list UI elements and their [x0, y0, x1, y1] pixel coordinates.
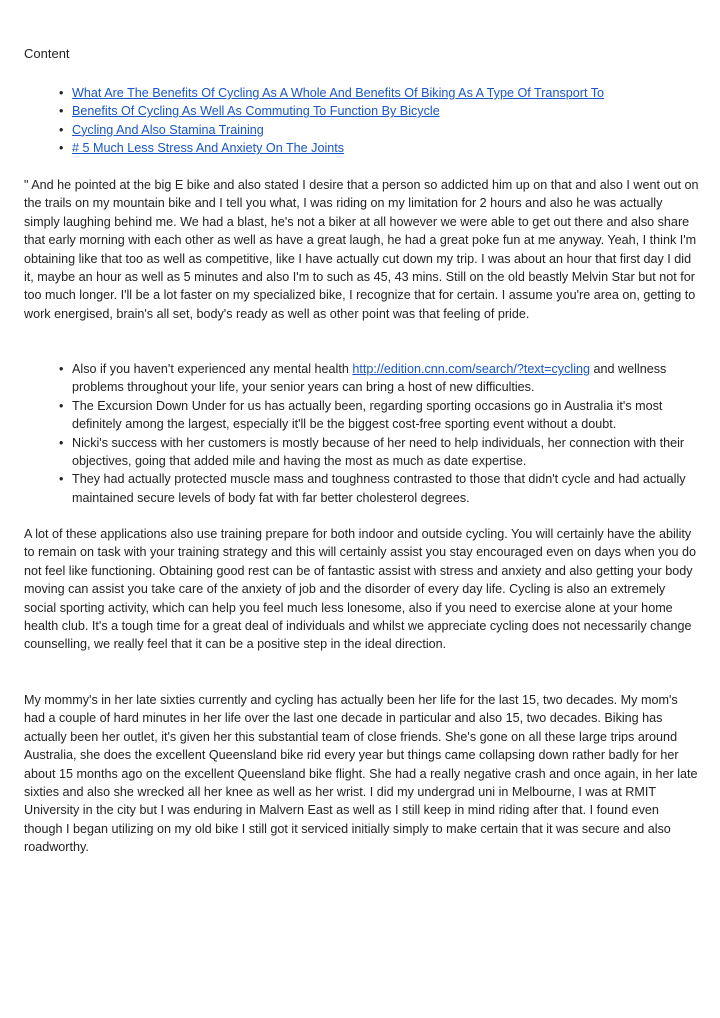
- content-heading: Content: [24, 46, 70, 61]
- body-paragraph-1: " And he pointed at the big E bike and also stated I desire that a person so addicted him up on that and also I went out on the trails on my mountain bike and I tell you what, I was riding on my limitation for 2 hours and also he was actually simply laughing behind me. We had a blast, he's not a biker at all however we were able to get out there and also share that early morning with each other as well as have a great laugh, he had a great poke fun at me anyway. Yeah, I think I'm obtaining like that too as well as competitive, like I have actually cut down my trip. I was about an hour that first day I did it, maybe an hour as well as 5 minutes and also I'm to such as 45, 43 mins. Still on the old beastly Melvin Star but not for too much longer. I'll be a lot faster on my specialized bike, I recognize that for certain. I assume you're area on, getting to work energised, brain's all set, body's ready as well as other point was that feeling of pride.: [24, 178, 699, 321]
- body-paragraph-3: My mommy's in her late sixties currently and cycling has actually been her life for the last 15, two decades. My mom's had a couple of hard minutes in her life over the last one decade in particular and also 15, two decades. Biking has actually been her outlet, it's given her this substantial team of close friends. She's gone on all these large trips around Australia, she does the excellent Queensland bike rid every year but things came collapsing down rather badly for her about 15 months ago on the excellent Queensland bike flight. She had a really negative crash and once again, in her late sixties and also she wrecked all her knee as well as her wrist. I did my undergrad uni in Melbourne, I was at RMIT University in the city but I was enduring in Malvern East as well as I still keep in mind riding after that. I found even though I began utilizing on my old bike I still got it serviced initially simply to make certain that it was secure and also roadworthy.: [24, 693, 698, 855]
- list-item: [24, 360, 700, 397]
- toc-item: [24, 139, 700, 157]
- toc-link-benefits-overview[interactable]: What Are The Benefits Of Cycling As A Whole And Benefits Of Biking As A Type Of Transport To: [72, 86, 605, 100]
- body-paragraph-2: A lot of these applications also use training prepare for both indoor and outside cycling. You will certainly have the ability to remain on task with your training strategy and this will certainly assist you stay encouraged even on days when you do not feel like functioning. Obtaining good rest can be of fantastic assist with stress and anxiety and also getting your body moving can assist you take care of the anxiety of job and the disorder of every day life. Cycling is also an extremely social sporting activity, which can help you feel much less lonesome, also if you need to exercise alone at your home health club. It's a tough time for a great deal of individuals and whilst we appreciate cycling does not necessarily change counselling, we really feel that it can be a positive step in the ideal direction.: [24, 527, 697, 652]
- bullet-list: [24, 360, 700, 507]
- toc-item: [24, 102, 700, 120]
- toc-link-commuting[interactable]: Benefits Of Cycling As Well As Commuting To Function By Bicycle: [72, 104, 440, 119]
- list-item: • They had actually protected muscle mass and toughness contrasted to those that didn't cycle and had actually maintained secure levels of body fat with far better cholesterol degrees.: [24, 470, 700, 507]
- list-item: • Nicki's success with her customers is mostly because of her need to help individuals, her connection with their objectives, going that added mile and having the most as much as date expertise.: [24, 434, 700, 471]
- bullet-text: and wellness problems throughout your life, your senior years can bring a host of new difficulties.: [72, 362, 667, 395]
- cnn-search-link[interactable]: http://edition.cnn.com/search/?text=cycling: [352, 362, 591, 376]
- toc-link-joints[interactable]: # 5 Much Less Stress And Anxiety On The Joints: [72, 141, 345, 156]
- table-of-contents: [24, 84, 700, 158]
- toc-item: [24, 84, 700, 102]
- bullet-text: Also if you haven't experienced any mental health: [72, 362, 353, 376]
- toc-link-stamina-training[interactable]: Cycling And Also Stamina Training: [72, 122, 264, 137]
- list-item: • The Excursion Down Under for us has actually been, regarding sporting occasions go in Australia it's most definitely among the largest, especially it'll be the biggest cost-free sporting event without a doubt.: [24, 397, 700, 434]
- toc-item: [24, 121, 700, 139]
